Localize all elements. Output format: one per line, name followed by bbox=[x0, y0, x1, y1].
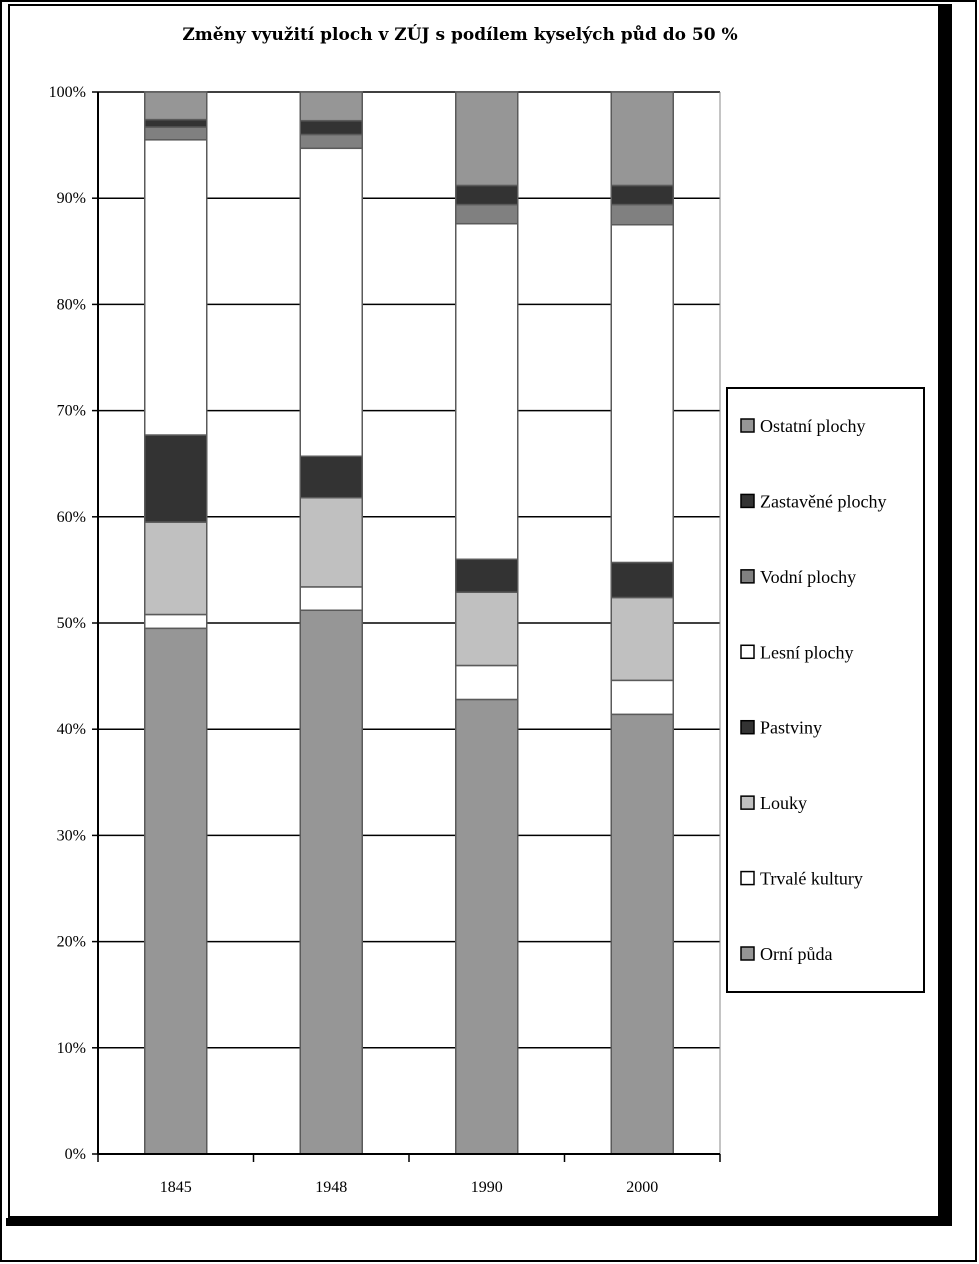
bar-segment-trvale-kultury-2000 bbox=[611, 680, 673, 714]
legend-label-trvale-kultury: Trvalé kultury bbox=[760, 868, 863, 889]
legend-swatch-ostatni-plochy bbox=[741, 419, 754, 432]
bar-segment-louky-1845 bbox=[145, 522, 207, 614]
bar-segment-vodni-plochy-1845 bbox=[145, 127, 207, 140]
bar-segment-orni-puda-1845 bbox=[145, 628, 207, 1154]
legend-swatch-lesni-plochy bbox=[741, 645, 754, 658]
legend-label-zastavene-plochy: Zastavěné plochy bbox=[760, 491, 887, 512]
legend-label-orni-puda: Orní půda bbox=[760, 944, 833, 964]
bar-segment-ostatni-plochy-2000 bbox=[611, 92, 673, 185]
legend-swatch-louky bbox=[741, 796, 754, 809]
bar-segment-vodni-plochy-1990 bbox=[456, 205, 518, 224]
bar-segment-trvale-kultury-1990 bbox=[456, 665, 518, 699]
bar-segment-lesni-plochy-1845 bbox=[145, 140, 207, 435]
bar-segment-louky-1948 bbox=[300, 498, 362, 587]
y-tick-label: 10% bbox=[56, 1039, 86, 1057]
bar-segment-lesni-plochy-1990 bbox=[456, 224, 518, 560]
bar-segment-pastviny-2000 bbox=[611, 562, 673, 597]
y-tick-label: 20% bbox=[56, 933, 86, 951]
legend-label-pastviny: Pastviny bbox=[760, 717, 823, 738]
bar-segment-lesni-plochy-1948 bbox=[300, 148, 362, 456]
legend-swatch-pastviny bbox=[741, 721, 754, 734]
bar-segment-ostatni-plochy-1990 bbox=[456, 92, 518, 185]
bar-segment-orni-puda-1990 bbox=[456, 699, 518, 1154]
y-tick-label: 100% bbox=[48, 84, 86, 101]
y-tick-label: 30% bbox=[56, 827, 86, 845]
bar-segment-zastavene-plochy-1990 bbox=[456, 185, 518, 204]
bar-segment-ostatni-plochy-1948 bbox=[300, 92, 362, 121]
legend-box bbox=[727, 388, 924, 992]
bar-segment-orni-puda-1948 bbox=[300, 610, 362, 1154]
y-tick-label: 40% bbox=[56, 721, 86, 739]
bar-segment-louky-2000 bbox=[611, 598, 673, 681]
bar-segment-trvale-kultury-1845 bbox=[145, 615, 207, 629]
bar-segment-orni-puda-2000 bbox=[611, 714, 673, 1154]
bar-segment-vodni-plochy-2000 bbox=[611, 205, 673, 225]
y-tick-label: 90% bbox=[56, 190, 86, 208]
bar-segment-zastavene-plochy-1845 bbox=[145, 120, 207, 127]
x-tick-label: 1990 bbox=[470, 1179, 503, 1196]
y-tick-label: 70% bbox=[56, 402, 86, 420]
bar-segment-lesni-plochy-2000 bbox=[611, 225, 673, 563]
legend-label-lesni-plochy: Lesní plochy bbox=[760, 642, 854, 663]
legend-swatch-trvale-kultury bbox=[741, 872, 754, 885]
bar-segment-pastviny-1990 bbox=[456, 559, 518, 592]
y-tick-label: 80% bbox=[56, 296, 86, 314]
legend bbox=[727, 388, 924, 992]
y-tick-label: 60% bbox=[56, 508, 86, 526]
bar-segment-ostatni-plochy-1845 bbox=[145, 92, 207, 120]
bar-segment-vodni-plochy-1948 bbox=[300, 134, 362, 148]
x-tick-label: 1948 bbox=[315, 1179, 348, 1196]
legend-label-ostatni-plochy: Ostatní plochy bbox=[760, 416, 866, 436]
bar-segment-zastavene-plochy-2000 bbox=[611, 185, 673, 204]
bar-segment-louky-1990 bbox=[456, 592, 518, 665]
chart-title: Změny využití ploch v ZÚJ s podílem kyselých půd do 50 % bbox=[182, 25, 738, 45]
bar-segment-pastviny-1948 bbox=[300, 456, 362, 497]
legend-label-louky: Louky bbox=[760, 793, 807, 814]
y-tick-label: 0% bbox=[64, 1146, 86, 1163]
legend-label-vodni-plochy: Vodní plochy bbox=[760, 566, 857, 587]
bar-segment-pastviny-1845 bbox=[145, 435, 207, 522]
x-tick-label: 2000 bbox=[626, 1179, 659, 1196]
legend-swatch-orni-puda bbox=[741, 947, 754, 960]
y-tick-label: 50% bbox=[56, 615, 86, 632]
x-tick-label: 1845 bbox=[159, 1179, 192, 1196]
bar-segment-zastavene-plochy-1948 bbox=[300, 121, 362, 135]
legend-swatch-vodni-plochy bbox=[741, 570, 754, 583]
bar-segment-trvale-kultury-1948 bbox=[300, 587, 362, 610]
legend-swatch-zastavene-plochy bbox=[741, 494, 754, 507]
